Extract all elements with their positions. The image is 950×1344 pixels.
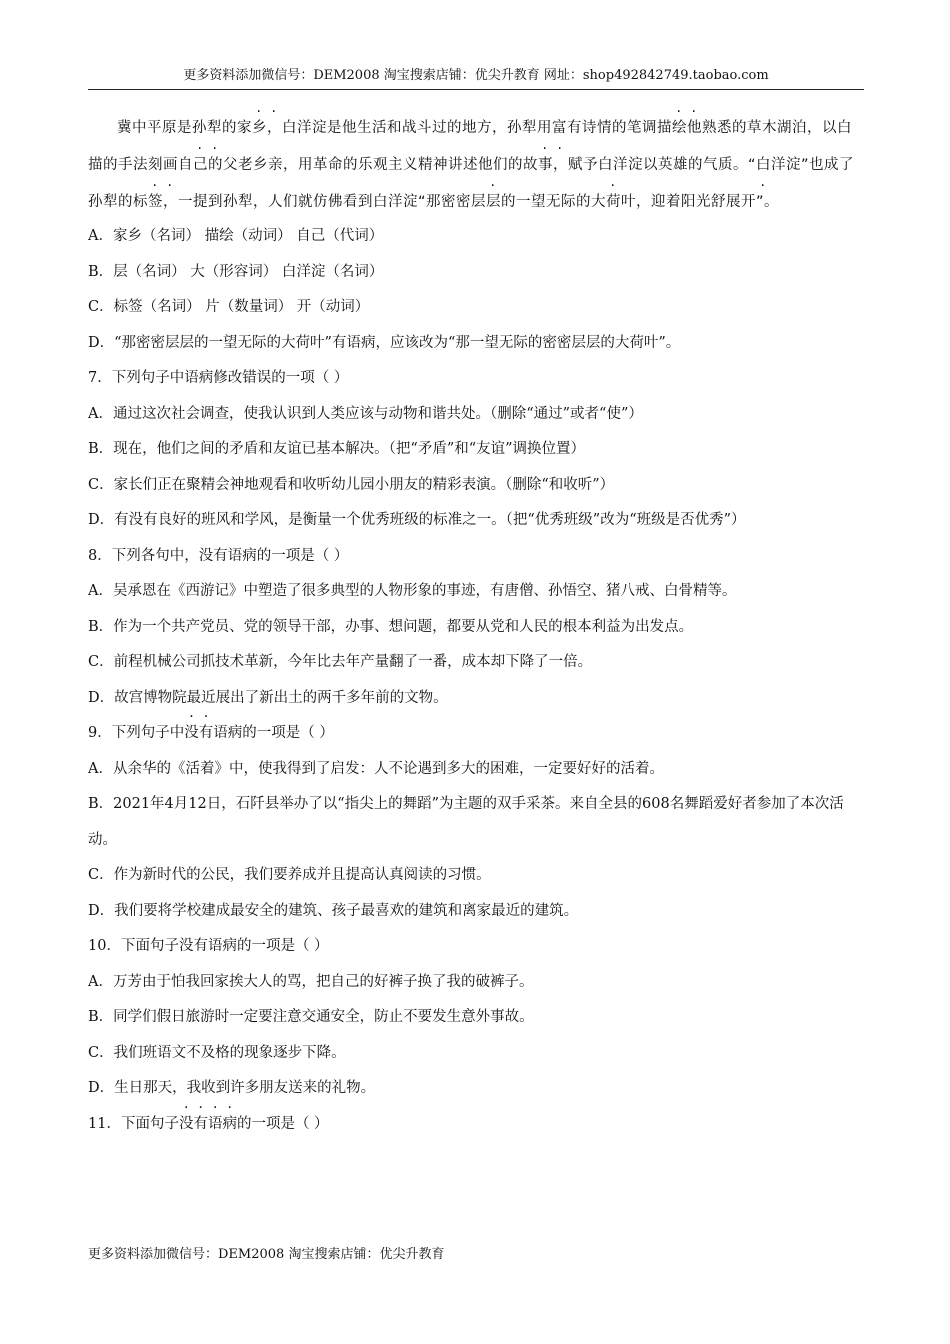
q7-option-b: B．现在，他们之间的矛盾和友谊已基本解决。（把“矛盾”和“友谊”调换位置）: [88, 441, 586, 457]
q7-option-a: A．通过这次社会调查，使我认识到人类应该与动物和谐共处。（删除“通过”或者“使”）: [88, 405, 643, 422]
passage-text: ，一提到孙犁，人们就仿佛看到白洋淀“那密密: [163, 194, 472, 210]
passage-text: ，白洋淀是他生活和战斗过的地方，孙犁用富有诗情的笔调: [267, 120, 657, 136]
q9-option-a: A．从余华的《活着》中，使我得到了启发：人不论遇到多大的困难，一定要好好的活着。: [88, 760, 664, 777]
emphasis-dot-char: 自: [178, 157, 193, 173]
passage-text: 他熟悉的草木湖泊，以白描的手法刻画: [88, 120, 852, 173]
emphasis-dot-char: 事: [538, 157, 553, 173]
page-content: [88, 110, 864, 1142]
passage-text: 的父老乡亲，用革命的乐观主义精神讲述他们的: [208, 157, 523, 173]
header-divider: [88, 89, 864, 90]
q9-stem-suffix: 语病的一项是（ ）: [213, 725, 334, 741]
q9-stem: [88, 716, 864, 752]
q10-option-a: A．万芳由于怕我回家挨大人的骂，把自己的好裤子换了我的破裤子。: [88, 973, 534, 990]
q8-option-a: A．吴承恩在《西游记》中塑造了很多典型的人物形象的事迹，有唐僧、孙悟空、猪八戒、白骨精等。: [88, 583, 737, 599]
q6-option-d: D．“那密密层层的一望无际的大荷叶”有语病，应该改为“那一望无际的密密层层的大荷叶”。: [88, 334, 681, 351]
emphasis-dot-char: 绘: [672, 120, 687, 136]
q11-emphasis-char: 有: [193, 1115, 208, 1132]
emphasis-dot-char: 层: [471, 194, 487, 210]
q9-option-b: B．2021年4月12日，石阡县举办了以“指尖上的舞蹈”为主题的双手采茶。来自全县的608名舞蹈爱好者参加了本次活动。: [88, 796, 844, 848]
emphasis-dot-char: 大: [591, 194, 607, 210]
q7-option-c: C．家长们正在聚精会神地观看和收听幼儿园小朋友的精彩表演。（删除“和收听”）: [88, 476, 615, 493]
emphasis-dot-char: 乡: [252, 120, 267, 136]
emphasis-dot-char: 故: [523, 157, 538, 173]
q11-emphasis-char: 没: [178, 1115, 194, 1132]
q11-emphasis-char: 病: [222, 1115, 237, 1132]
q6-option-a: A．家乡（名词） 描绘（动词） 自己（代词）: [88, 228, 384, 244]
q11-emphasis-char: 语: [207, 1115, 223, 1132]
q8-option-c: C．前程机械公司抓技术革新，今年比去年产量翻了一番，成本却下降了一倍。: [88, 654, 593, 670]
q7-stem: 7．下列句子中语病修改错误的一项（ ）: [88, 370, 349, 386]
q8-option-b: B．作为一个共产党员、党的领导干部，办事、想问题，都要从党和人民的根本利益为出发点。: [88, 618, 694, 635]
passage-text: 荷叶，迎着阳光舒展: [606, 194, 742, 210]
emphasis-dot-char: 己: [193, 157, 208, 173]
q10-stem: 10．下面句子没有语病的一项是（ ）: [88, 938, 329, 954]
q10-option-c: C．我们班语文不及格的现象逐步下降。: [88, 1044, 346, 1061]
q6-option-c: C．标签（名词） 片（数量词） 开（动词）: [88, 299, 370, 315]
passage-text: 冀中平原是孙犁的: [117, 120, 237, 136]
q10-option-b: B．同学们假日旅游时一定要注意交通安全，防止不要发生意外事故。: [88, 1009, 534, 1025]
emphasis-dot-char: 开: [741, 194, 757, 210]
q9-stem-prefix: 9．下列句子中: [88, 725, 185, 741]
q8-option-d: D．故宫博物院最近展出了新出土的两千多年前的文物。: [88, 689, 448, 706]
passage-text: ”。: [756, 194, 780, 210]
emphasis-dot-char: 标: [133, 194, 148, 210]
q7-option-d: D．有没有良好的班风和学风，是衡量一个优秀班级的标准之一。（把“优秀班级”改为“班级是否优秀”）: [88, 512, 746, 528]
passage-text: 层的一望无际的: [486, 194, 592, 210]
passage-paragraph: [88, 110, 864, 221]
emphasis-dot-char: 家: [237, 120, 252, 136]
page-header: 更多资料添加微信号：DEM2008 淘宝搜索店铺：优尖升教育 网址：shop492842749.taobao.com: [183, 68, 769, 83]
emphasis-dot-char: 描: [657, 120, 672, 136]
emphasis-dot-char: 签: [148, 194, 163, 210]
q11-stem-suffix: 的一项是（ ）: [236, 1115, 329, 1132]
passage-text: ，赋予白洋淀以英雄的气质。“白洋淀”也成了孙犁的: [88, 157, 855, 210]
q9-option-d: D．我们要将学校建成最安全的建筑、孩子最喜欢的建筑和离家最近的建筑。: [88, 902, 579, 919]
q9-option-c: C．作为新时代的公民，我们要养成并且提高认真阅读的习惯。: [88, 867, 491, 883]
q11-stem-prefix: 11．下面句子: [88, 1115, 179, 1132]
q9-emphasis-char: 没: [184, 725, 199, 741]
q8-stem: 8．下列各句中，没有语病的一项是（ ）: [88, 547, 349, 564]
q10-option-d: D．生日那天，我收到许多朋友送来的礼物。: [88, 1080, 376, 1096]
page-footer: 更多资料添加微信号：DEM2008 淘宝搜索店铺：优尖升教育: [88, 1247, 445, 1262]
q11-stem: [88, 1107, 864, 1143]
q6-option-b: B．层（名词） 大（形容词） 白洋淀（名词）: [88, 263, 384, 280]
q9-emphasis-char: 有: [198, 725, 214, 741]
